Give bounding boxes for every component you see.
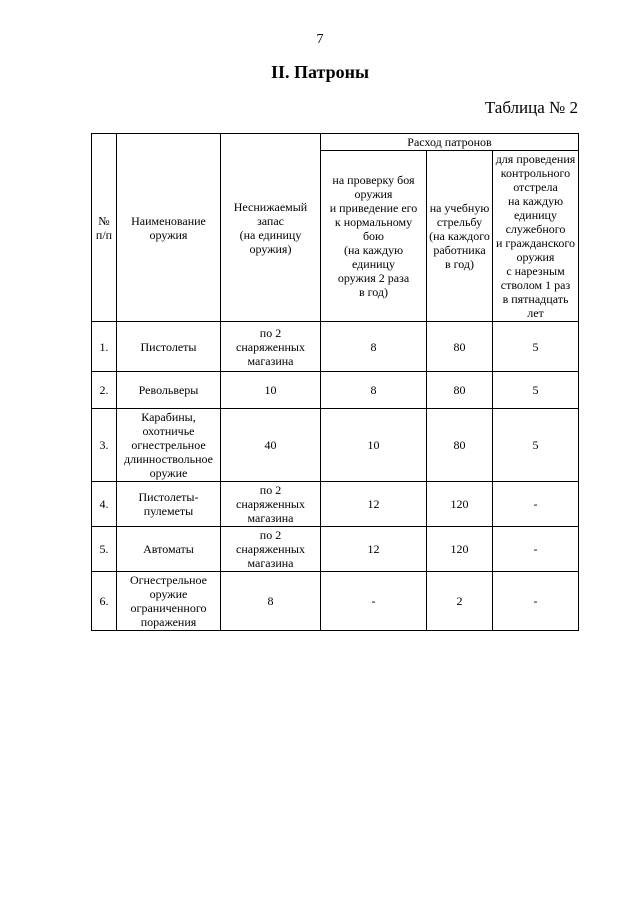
cell-number: 1. [92,322,117,372]
cell-check: 8 [321,372,427,409]
table-row [92,572,579,631]
table-row [92,482,579,527]
cell-check: - [321,572,427,631]
cell-number: 6. [92,572,117,631]
cell-check: 10 [321,409,427,482]
cell-training: 80 [427,322,493,372]
cell-control: 5 [493,372,579,409]
cell-weapon-name: Огнестрельное оружие ограниченного поражения [117,572,221,631]
cell-training: 120 [427,527,493,572]
table-row [92,409,579,482]
table-row [92,527,579,572]
section-title: II. Патроны [270,62,370,82]
header-check: на проверку боя оружия и приведение его к нормальному бою (на каждую единицу оружия 2 раза в год) [321,151,427,322]
header-weapon-name: Наименование оружия [117,134,221,322]
cell-weapon-name: Карабины, охотничье огнестрельное длинноствольное оружие [117,409,221,482]
cell-training: 2 [427,572,493,631]
cell-reserve: по 2 снаряженных магазина [221,482,321,527]
cell-control: 5 [493,409,579,482]
cell-weapon-name: Автоматы [117,527,221,572]
cell-weapon-name: Пистолеты- пулеметы [117,482,221,527]
header-consumption: Расход патронов [321,134,579,151]
page-number: 7 [316,32,324,47]
cell-weapon-name: Револьверы [117,372,221,409]
header-training: на учебную стрельбу (на каждого работника в год) [427,151,493,322]
cell-check: 8 [321,322,427,372]
cell-control: 5 [493,322,579,372]
cell-weapon-name: Пистолеты [117,322,221,372]
cell-number: 5. [92,527,117,572]
header-control: для проведения контрольного отстрела на каждую единицу служебного и гражданского оружия с нарезным стволом 1 раз в пятнадцать лет [493,151,579,322]
cell-reserve: 8 [221,572,321,631]
cell-check: 12 [321,527,427,572]
cell-control: - [493,527,579,572]
ammunition-table [91,133,579,631]
cell-number: 4. [92,482,117,527]
cell-reserve: по 2 снаряженных магазина [221,322,321,372]
cell-reserve: по 2 снаряженных магазина [221,527,321,572]
header-reserve: Неснижаемый запас (на единицу оружия) [221,134,321,322]
cell-reserve: 40 [221,409,321,482]
cell-reserve: 10 [221,372,321,409]
table-row [92,322,579,372]
cell-training: 80 [427,409,493,482]
table-label: Таблица № 2 [484,98,578,117]
cell-training: 120 [427,482,493,527]
header-number: № п/п [92,134,117,322]
cell-number: 3. [92,409,117,482]
cell-control: - [493,482,579,527]
cell-training: 80 [427,372,493,409]
cell-control: - [493,572,579,631]
cell-number: 2. [92,372,117,409]
cell-check: 12 [321,482,427,527]
table-row [92,372,579,409]
